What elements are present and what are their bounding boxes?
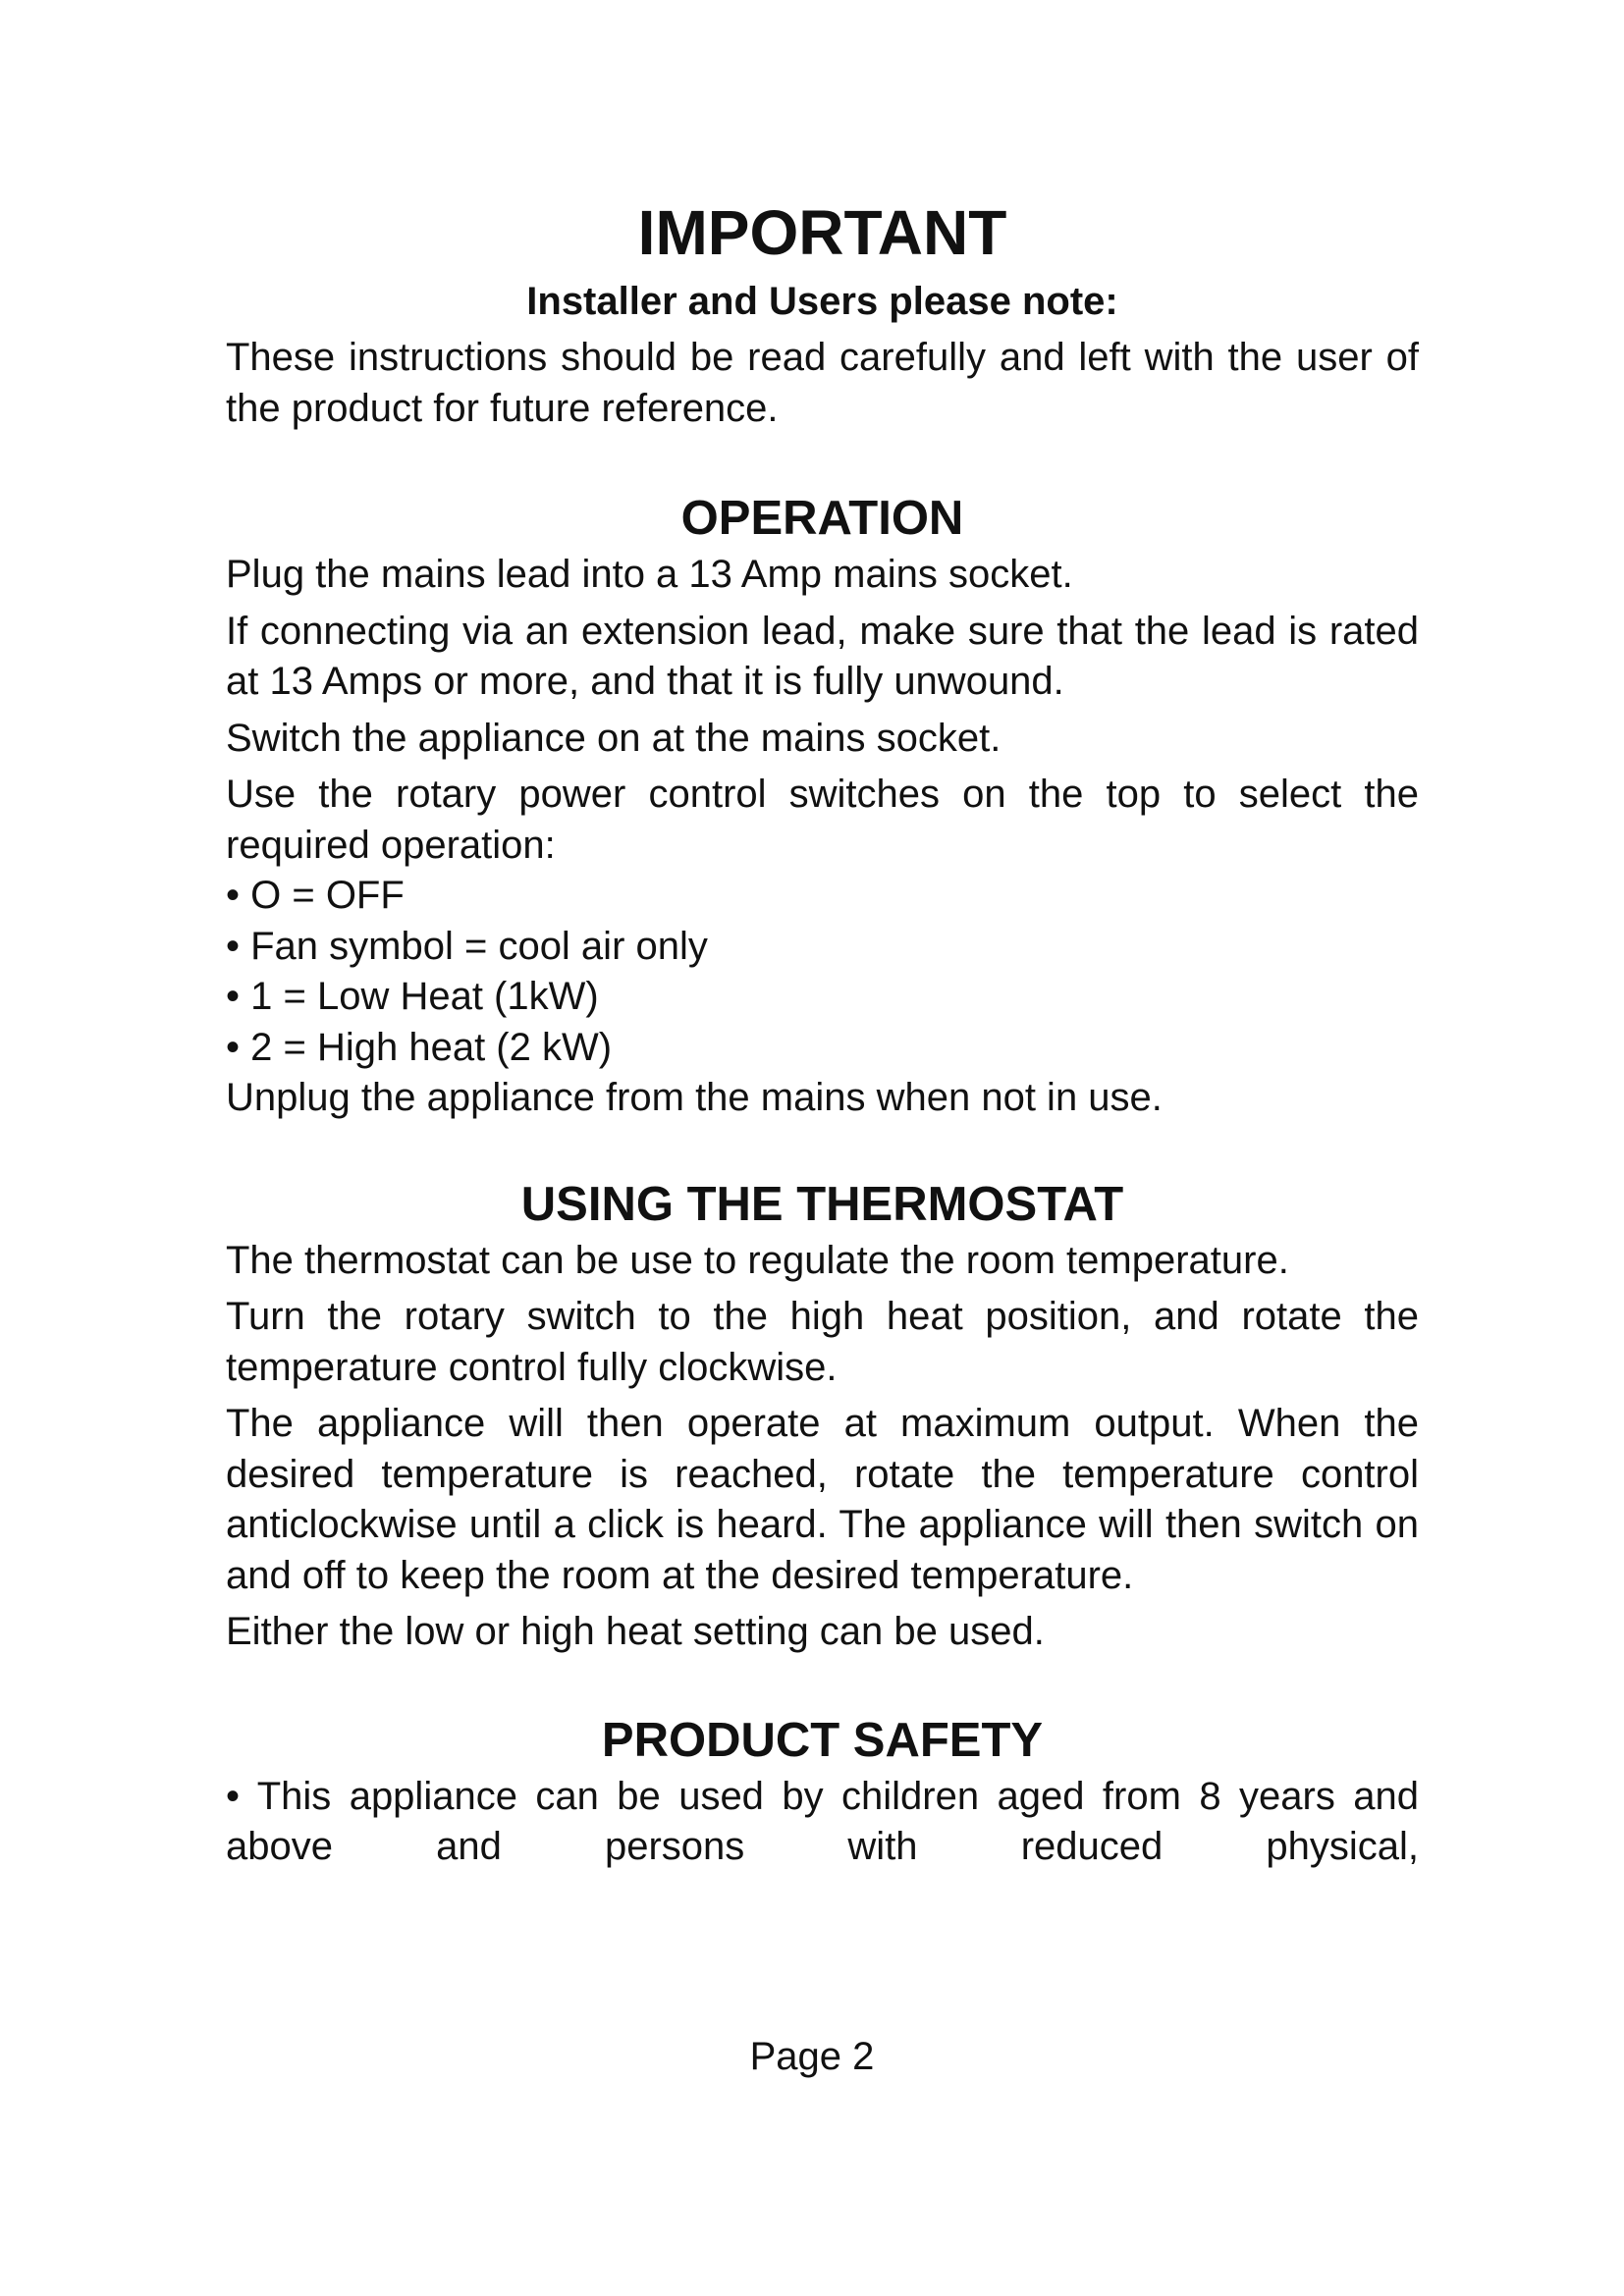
- thermostat-paragraph-4: Either the low or high heat setting can be used.: [226, 1610, 1045, 1653]
- thermostat-paragraph-3: The appliance will then operate at maximum output. When the desired temperature is reached, rotate the temperature control anticlockwise until a click is heard. The appliance will then switch on and off to keep the room at the desired temperature.: [226, 1402, 1419, 1597]
- thermostat-heading: USING THE THERMOSTAT: [520, 1177, 1124, 1231]
- operation-paragraph-3: Switch the appliance on at the mains socket.: [226, 716, 1001, 760]
- important-text: These instructions should be read carefully and left with the user of the product for future reference.: [226, 336, 1419, 430]
- operation-paragraph-5: Unplug the appliance from the mains when not in use.: [226, 1076, 1163, 1119]
- important-title: IMPORTANT: [637, 197, 1007, 268]
- operation-bullet-low-heat: • 1 = Low Heat (1kW): [226, 975, 599, 1018]
- operation-bullet-high-heat: • 2 = High heat (2 kW): [226, 1025, 613, 1069]
- page-number: Page 2: [749, 2035, 875, 2078]
- operation-heading: OPERATION: [680, 492, 964, 545]
- operation-bullet-off: • O = OFF: [226, 874, 405, 917]
- operation-paragraph-2: If connecting via an extension lead, make sure that the lead is rated at 13 Amps or more, and that it is fully unwound.: [226, 609, 1419, 703]
- operation-paragraph-4: Use the rotary power control switches on the top to select the required operation:: [226, 773, 1419, 867]
- thermostat-paragraph-2: Turn the rotary switch to the high heat position, and rotate the temperature control fully clockwise.: [226, 1295, 1419, 1389]
- thermostat-paragraph-1: The thermostat can be use to regulate the room temperature.: [226, 1238, 1289, 1282]
- document-page: [226, 191, 1419, 1879]
- operation-bullet-fan: • Fan symbol = cool air only: [226, 924, 708, 968]
- operation-paragraph-1: Plug the mains lead into a 13 Amp mains socket.: [226, 553, 1073, 596]
- safety-paragraph-1: • This appliance can be used by children aged from 8 years and above and persons with reduced physical,: [226, 1774, 1419, 1868]
- safety-heading: PRODUCT SAFETY: [601, 1713, 1044, 1767]
- important-subtitle: Installer and Users please note:: [526, 280, 1118, 323]
